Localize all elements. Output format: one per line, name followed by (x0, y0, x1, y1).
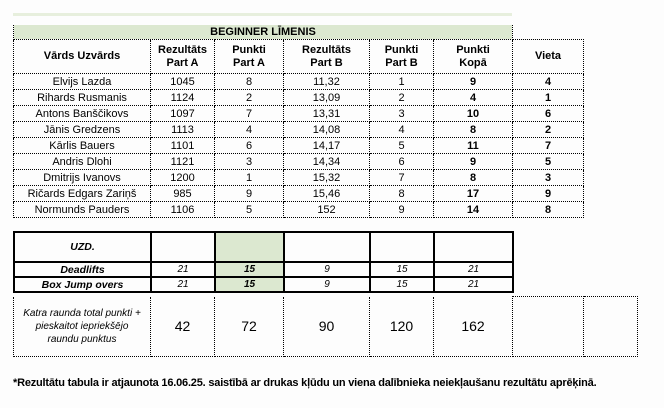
player-name-cell: Rihards Rusmanis (14, 90, 151, 106)
uzd-header-cell: UZD. (14, 232, 151, 262)
points-b-cell: 7 (370, 170, 434, 186)
header-row (14, 40, 584, 74)
top-green-strip (13, 13, 512, 16)
player-name-cell: Elvijs Lazda (14, 74, 151, 90)
footnote: *Rezultātu tabula ir atjaunota 16.06.25. saistībā ar drukas kļūdu un viena dalībnieka neiekļaušanu rezultātu aprēķinā. (13, 377, 597, 389)
points-b-cell: 3 (370, 106, 434, 122)
points-b-cell: 6 (370, 154, 434, 170)
place-cell: 4 (513, 74, 584, 90)
results-table (13, 25, 584, 218)
player-name-cell: Antons Banščikovs (14, 106, 151, 122)
player-name-cell: Ričards Edgars Zariņš (14, 186, 151, 202)
result-a-cell: 985 (151, 186, 215, 202)
reps-cell: 21 (434, 262, 513, 277)
player-name-cell: Andris Dlohi (14, 154, 151, 170)
header-line: Part A (233, 56, 265, 69)
points-b-cell: 8 (370, 186, 434, 202)
table-row (14, 154, 584, 170)
points-total-cell: 9 (434, 154, 513, 170)
table-row (14, 90, 584, 106)
reps-cell: 15 (370, 277, 434, 292)
place-cell: 7 (513, 138, 584, 154)
result-a-cell: 1121 (151, 154, 215, 170)
total-points-cell: 42 (151, 297, 215, 357)
empty-cell (151, 232, 215, 262)
table-row (14, 170, 584, 186)
place-cell: 5 (513, 154, 584, 170)
result-b-cell: 13,31 (284, 106, 370, 122)
place-cell: 1 (513, 90, 584, 106)
table-row (14, 186, 584, 202)
totals-row (14, 297, 638, 357)
place-cell: 6 (513, 106, 584, 122)
points-total-cell: 8 (434, 122, 513, 138)
result-a-cell: 1200 (151, 170, 215, 186)
points-total-cell: 11 (434, 138, 513, 154)
highlighted-empty-cell (215, 232, 284, 262)
points-b-cell: 1 (370, 74, 434, 90)
reps-cell-highlighted: 15 (215, 262, 284, 277)
spacer-cell (513, 25, 584, 40)
result-a-cell: 1101 (151, 138, 215, 154)
points-a-cell: 3 (215, 154, 284, 170)
points-a-cell: 2 (215, 90, 284, 106)
reps-cell: 9 (284, 277, 370, 292)
points-total-cell: 10 (434, 106, 513, 122)
header-line: Part B (385, 56, 418, 69)
col-header-points-b (370, 40, 434, 74)
points-a-cell: 1 (215, 170, 284, 186)
header-line: Rezultāts (158, 43, 207, 56)
table-row (14, 74, 584, 90)
result-b-cell: 14,34 (284, 154, 370, 170)
player-name-cell: Dmitrijs Ivanovs (14, 170, 151, 186)
table-row (14, 106, 584, 122)
points-b-cell: 4 (370, 122, 434, 138)
table-row (14, 25, 584, 40)
header-line: Punkti (384, 43, 419, 56)
table-row (14, 122, 584, 138)
place-cell: 2 (513, 122, 584, 138)
result-b-cell: 14,17 (284, 138, 370, 154)
exercise-row (14, 262, 513, 277)
points-b-cell: 2 (370, 90, 434, 106)
rounds-table (13, 231, 514, 293)
points-a-cell: 4 (215, 122, 284, 138)
result-b-cell: 13,09 (284, 90, 370, 106)
result-b-cell: 14,08 (284, 122, 370, 138)
col-header-points-total (434, 40, 513, 74)
result-b-cell: 15,32 (284, 170, 370, 186)
totals-label-cell: Katra raunda total punkti + pieskaitot iepriekšējo raundu punktus (14, 297, 151, 357)
reps-cell: 21 (151, 262, 215, 277)
empty-cell (284, 232, 370, 262)
reps-cell: 21 (434, 277, 513, 292)
rounds-header-row (14, 232, 513, 262)
player-name-cell: Normunds Pauders (14, 202, 151, 218)
result-a-cell: 1124 (151, 90, 215, 106)
col-header-place (513, 40, 584, 74)
points-total-cell: 17 (434, 186, 513, 202)
result-b-cell: 152 (284, 202, 370, 218)
empty-cell (584, 297, 638, 357)
total-points-cell: 162 (434, 297, 513, 357)
totals-table (13, 296, 638, 357)
result-b-cell: 15,46 (284, 186, 370, 202)
header-line: Vieta (534, 50, 562, 62)
place-cell: 9 (513, 186, 584, 202)
points-total-cell: 14 (434, 202, 513, 218)
points-b-cell: 5 (370, 138, 434, 154)
reps-cell: 21 (151, 277, 215, 292)
result-a-cell: 1106 (151, 202, 215, 218)
empty-cell (370, 232, 434, 262)
table-row (14, 202, 584, 218)
table-title: BEGINNER LĪMENIS (14, 25, 513, 40)
empty-cell (434, 232, 513, 262)
exercise-label-cell: Deadlifts (14, 262, 151, 277)
header-line: Kopā (459, 56, 487, 69)
col-header-name (14, 40, 151, 74)
points-total-cell: 4 (434, 90, 513, 106)
header-line: Punkti (456, 43, 490, 56)
points-a-cell: 7 (215, 106, 284, 122)
points-total-cell: 9 (434, 74, 513, 90)
points-a-cell: 9 (215, 186, 284, 202)
header-line: Vārds Uzvārds (43, 50, 121, 62)
header-line: Punkti (232, 43, 266, 56)
col-header-result-b (284, 40, 370, 74)
table-row (14, 138, 584, 154)
reps-cell: 15 (370, 262, 434, 277)
points-a-cell: 8 (215, 74, 284, 90)
reps-cell-highlighted: 15 (215, 277, 284, 292)
place-cell: 8 (513, 202, 584, 218)
reps-cell: 9 (284, 262, 370, 277)
points-a-cell: 5 (215, 202, 284, 218)
header-line: Part B (310, 56, 343, 69)
exercise-label-cell: Box Jump overs (14, 277, 151, 292)
col-header-points-a (215, 40, 284, 74)
player-name-cell: Kārlis Bauers (14, 138, 151, 154)
header-line: Rezultāts (302, 43, 351, 56)
result-b-cell: 11,32 (284, 74, 370, 90)
header-line: Part A (166, 56, 199, 69)
exercise-row (14, 277, 513, 292)
points-a-cell: 6 (215, 138, 284, 154)
empty-cell (513, 297, 584, 357)
place-cell: 3 (513, 170, 584, 186)
col-header-result-a (151, 40, 215, 74)
total-points-cell: 120 (370, 297, 434, 357)
player-name-cell: Jānis Gredzens (14, 122, 151, 138)
points-total-cell: 8 (434, 170, 513, 186)
result-a-cell: 1113 (151, 122, 215, 138)
total-points-cell: 90 (284, 297, 370, 357)
result-a-cell: 1045 (151, 74, 215, 90)
result-a-cell: 1097 (151, 106, 215, 122)
points-b-cell: 9 (370, 202, 434, 218)
total-points-cell: 72 (215, 297, 284, 357)
